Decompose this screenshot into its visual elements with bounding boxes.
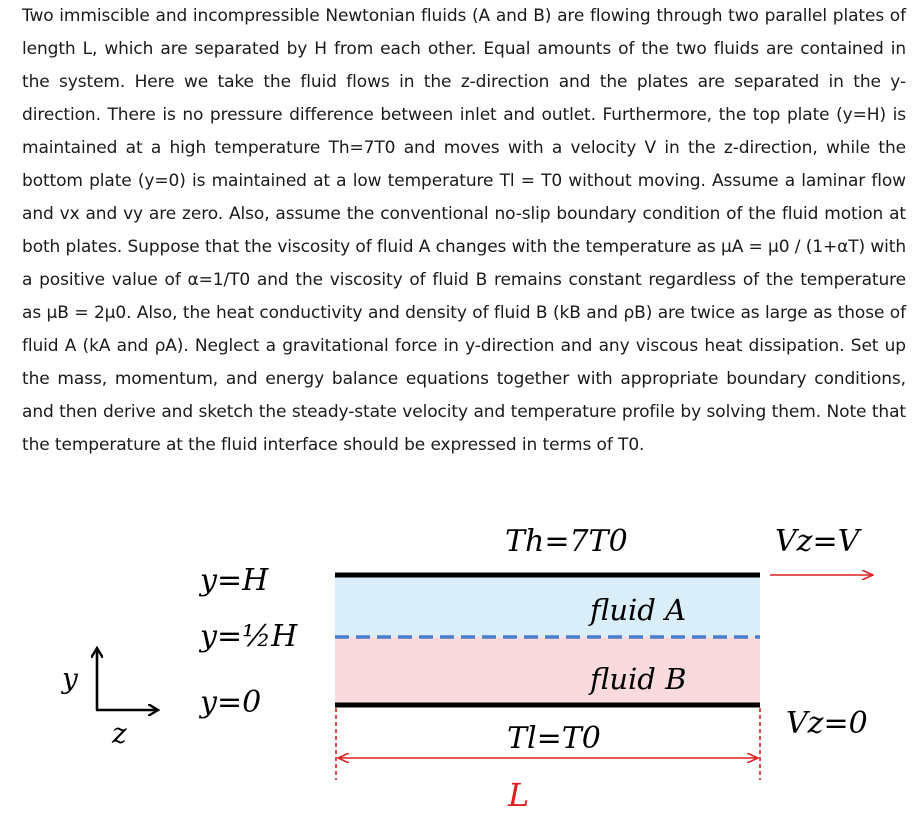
y-axis-label: y <box>62 662 78 695</box>
problem-text: Two immiscible and incompressible Newtonian fluids (A and B) are flowing through two parallel plates of length L, which are separated by H from each other. Equal amounts of the two fluids are contained in the system. Here we take the fluid flows in the z-direction and the plates are separated in the y-direction. There is no pressure difference between inlet and outlet. Furthermore, the top plate (y=H) is maintained at a high temperature Th=7T0 and moves with a velocity V in the z-direction, while the bottom plate (y=0) is maintained at a low temperature Tl = T0 without moving. Assume a laminar flow and vx and vy are zero. Also, assume the conventional no-slip boundary condition of the fluid motion at both plates. Suppose that the viscosity of fluid A changes with the temperature as μA = μ0 / (1+αT) with a positive value of α=1/T0 and the viscosity of fluid B remains constant regardless of the temperature as μB = 2μ0. Also, the heat conductivity and density of fluid B (kB and ρB) are twice as large as those of fluid A (kA and ρA). Neglect a gravitational force in y-direction and any viscous heat dissipation. Set up the mass, momentum, and energy balance equations together with appropriate boundary conditions, and then derive and sketch the steady-state velocity and temperature profile by solving them. Note that the temperature at the fluid interface should be expressed in terms of T0. <box>22 6 906 455</box>
plate-diagram <box>0 490 913 817</box>
bottom-velocity-label: Vz=0 <box>786 706 868 741</box>
fluid-a-label: fluid A <box>590 593 687 627</box>
y-bottom-label: y=0 <box>200 685 262 720</box>
top-velocity-label: Vz=V <box>775 524 860 559</box>
z-axis-label: z <box>112 717 127 750</box>
diagram-svg <box>0 490 913 817</box>
y-mid-label: y=½H <box>200 619 298 654</box>
bottom-temperature-label: Tl=T0 <box>507 721 601 756</box>
y-top-label: y=H <box>200 563 269 598</box>
fluid-a-region <box>335 575 760 637</box>
fluid-b-region <box>335 637 760 704</box>
top-temperature-label: Th=7T0 <box>505 524 628 559</box>
fluid-b-label: fluid B <box>590 662 687 696</box>
problem-statement <box>22 0 906 462</box>
length-label: L <box>508 776 530 814</box>
